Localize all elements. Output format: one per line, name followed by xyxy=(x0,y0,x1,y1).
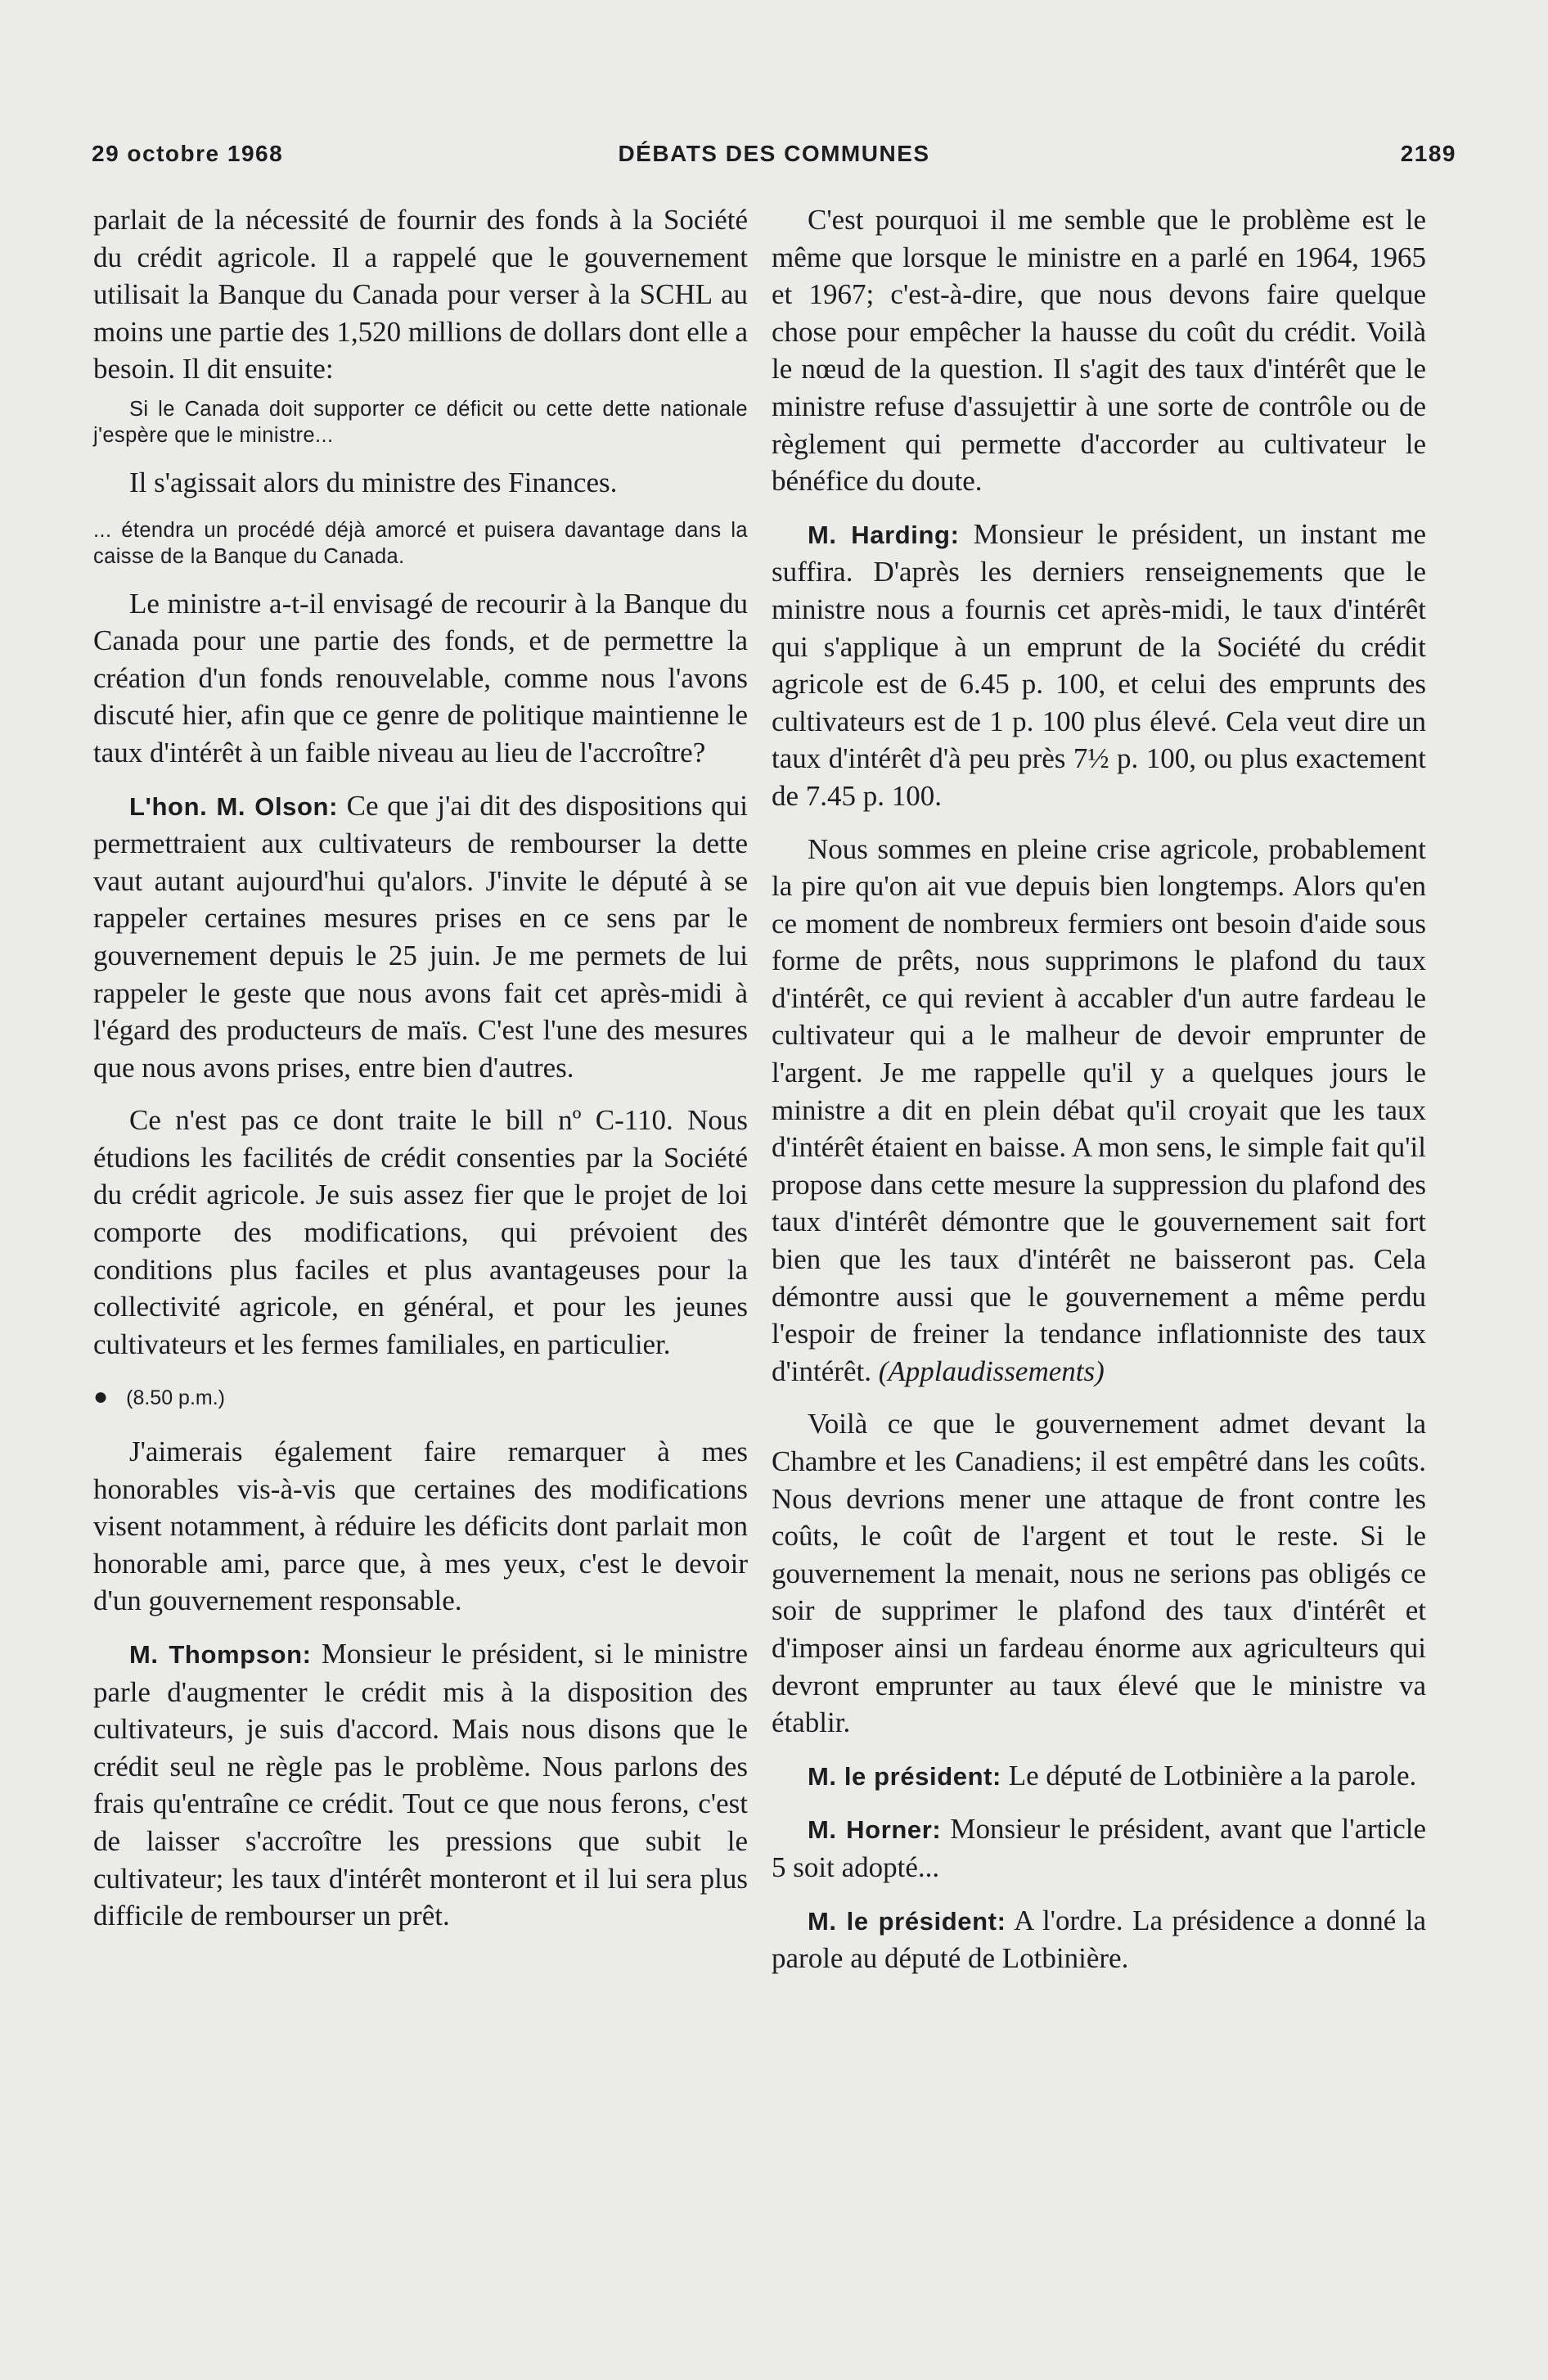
speech-text: A l'ordre. La présidence a donné la parole au député de Lotbinière. xyxy=(772,1904,1427,1975)
speech-paragraph xyxy=(772,516,1426,815)
applause-note: (Applaudissements) xyxy=(878,1355,1105,1387)
left-column xyxy=(93,201,748,1950)
paragraph: J'aimerais également faire remarquer à mes honorables vis-à-vis que certaines des modifications visent notamment, à réduire les déficits dont parlait mon honorable ami, parce que, à mes yeux, c'est le devoir d'un gouvernement responsable. xyxy=(93,1436,748,1617)
speech-text: Monsieur le président, un instant me suffira. D'après les derniers renseignements que le ministre nous a fournis cet après-midi, le taux d'intérêt qui s'applique à un emprunt de la Société du crédit agricole est de 6.45 p. 100, et celui des emprunts des cultivateurs est de 1 p. 100 plus élevé. Cela veut dire un taux d'intérêt d'à peu près 7½ p. 100, ou plus exactement de 7.45 p. 100. xyxy=(772,517,1426,812)
speech-paragraph xyxy=(772,1757,1426,1796)
paragraph: Voilà ce que le gouvernement admet devant la Chambre et les Canadiens; il est empêtré dans les coûts. Nous devrions mener une attaque de front contre les coûts, le coût de l'argent et tout le reste. Si le gouvernement la menait, nous ne serions pas obligés ce soir de supprimer le plafond des taux d'intérêt et d'imposer ainsi un fardeau énorme aux agriculteurs qui devront emprunter au taux élevé que le ministre va établir. xyxy=(772,1408,1426,1739)
paragraph: C'est pourquoi il me semble que le problème est le même que lorsque le ministre en a parlé en 1964, 1965 et 1967; c'est-à-dire, que nous devons faire quelque chose pour empêcher la hausse du coût du crédit. Voilà le nœud de la question. Il s'agit des taux d'intérêt que le ministre refuse d'assujettir à une sorte de contrôle ou de règlement qui permette d'accorder au cultivateur le bénéfice du doute. xyxy=(772,204,1426,498)
speaker-name: L'hon. M. Olson: xyxy=(129,791,338,821)
speaker-name: M. Horner: xyxy=(808,1815,942,1845)
speech-paragraph xyxy=(93,787,748,1087)
bullet-icon: ● xyxy=(93,1383,109,1411)
paragraph: Ce n'est pas ce dont traite le bill nº C-110. Nous étudions les facilités de crédit consenties par la Société du crédit agricole. Je suis assez fier que le projet de loi comporte des modifications, qui prévoient des conditions plus faciles et plus avantageuses pour la collectivité agricole, en général, et pour les jeunes cultivateurs et les fermes familiales, en particulier. xyxy=(93,1104,748,1360)
page-header xyxy=(92,141,1456,177)
paragraph: parlait de la nécessité de fournir des fonds à la Société du crédit agricole. Il a rappelé que le gouvernement utilisait la Banque du Canada pour verser à la SCHL au moins une partie des 1,520 millions de dollars dont elle a besoin. Il dit ensuite: xyxy=(93,204,748,385)
paragraph xyxy=(772,831,1426,1391)
paragraph: Le ministre a-t-il envisagé de recourir à la Banque du Canada pour une partie des fonds, et de permettre la création d'un fonds renouvelable, comme nous l'avons discuté hier, afin que ce genre de politique maintienne le taux d'intérêt à un faible niveau au lieu de l'accroître? xyxy=(93,587,748,769)
paragraph-text: Nous sommes en pleine crise agricole, probablement la pire qu'on ait vue depuis bien longtemps. Alors qu'en ce moment de nombreux fermiers ont besoin d'aide sous forme de prêts, nous supprimons le plafond du taux d'intérêt, ce qui revient à accabler d'un autre fardeau le cultivateur qui a le malheur de devoir emprunter de l'argent. Je me rappelle qu'il y a quelques jours le ministre a dit en plein débat qu'il croyait que les taux d'intérêt étaient en baisse. A mon sens, le simple fait qu'il propose dans cette mesure la suppression du plafond des taux d'intérêt démontre que le gouvernement sait fort bien que les taux d'intérêt ne baisseront pas. Cela démontre aussi que le gouvernement a même perdu l'espoir de freiner la tendance inflationniste des taux d'intérêt. xyxy=(772,832,1426,1387)
right-column xyxy=(772,201,1426,1993)
block-quote: Si le Canada doit supporter ce déficit ou cette dette nationale j'espère que le ministre... xyxy=(93,397,748,447)
speech-text: Le député de Lotbinière a la parole. xyxy=(1001,1759,1417,1792)
speech-paragraph xyxy=(93,1635,748,1935)
header-title: DÉBATS DES COMMUNES xyxy=(618,141,930,166)
speaker-name: M. le président: xyxy=(808,1906,1006,1936)
speech-paragraph xyxy=(772,1810,1426,1886)
speech-text: Monsieur le président, si le ministre parle d'augmenter le crédit mis à la disposition des cultivateurs, je suis d'accord. Mais nous disons que le crédit seul ne règle pas le problème. Nous parlons des frais qu'entraîne ce crédit. Tout ce que nous ferons, c'est de laisser s'accroître les pressions que subit le cultivateur; les taux d'intérêt monteront et il lui sera plus difficile de rembourser un prêt. xyxy=(93,1638,748,1932)
paragraph: Il s'agissait alors du ministre des Finances. xyxy=(129,466,618,498)
speech-text: Ce que j'ai dit des dispositions qui permettraient aux cultivateurs de rembourser la dette vaut autant aujourd'hui qu'alors. J'invite le député à se rappeler certaines mesures prises en ce sens par le gouvernement depuis le 25 juin. Je me permets de lui rappeler le geste que nous avons fait cet après-midi à l'égard des producteurs de maïs. C'est l'une des mesures que nous avons prises, entre bien d'autres. xyxy=(93,789,748,1084)
speaker-name: M. Harding: xyxy=(808,520,960,549)
speech-paragraph xyxy=(772,1902,1426,1977)
block-quote: ... étendra un procédé déjà amorcé et puisera davantage dans la caisse de la Banque du Canada. xyxy=(93,518,748,568)
speaker-name: M. Thompson: xyxy=(129,1640,312,1669)
time-marker xyxy=(93,1378,748,1418)
speaker-name: M. le président: xyxy=(808,1761,1001,1791)
page-number: 2189 xyxy=(1400,141,1456,166)
speech-text: Monsieur le président, avant que l'article 5 soit adopté... xyxy=(772,1813,1427,1883)
time-marker-text: (8.50 p.m.) xyxy=(126,1386,225,1410)
header-date: 29 octobre 1968 xyxy=(92,141,284,166)
